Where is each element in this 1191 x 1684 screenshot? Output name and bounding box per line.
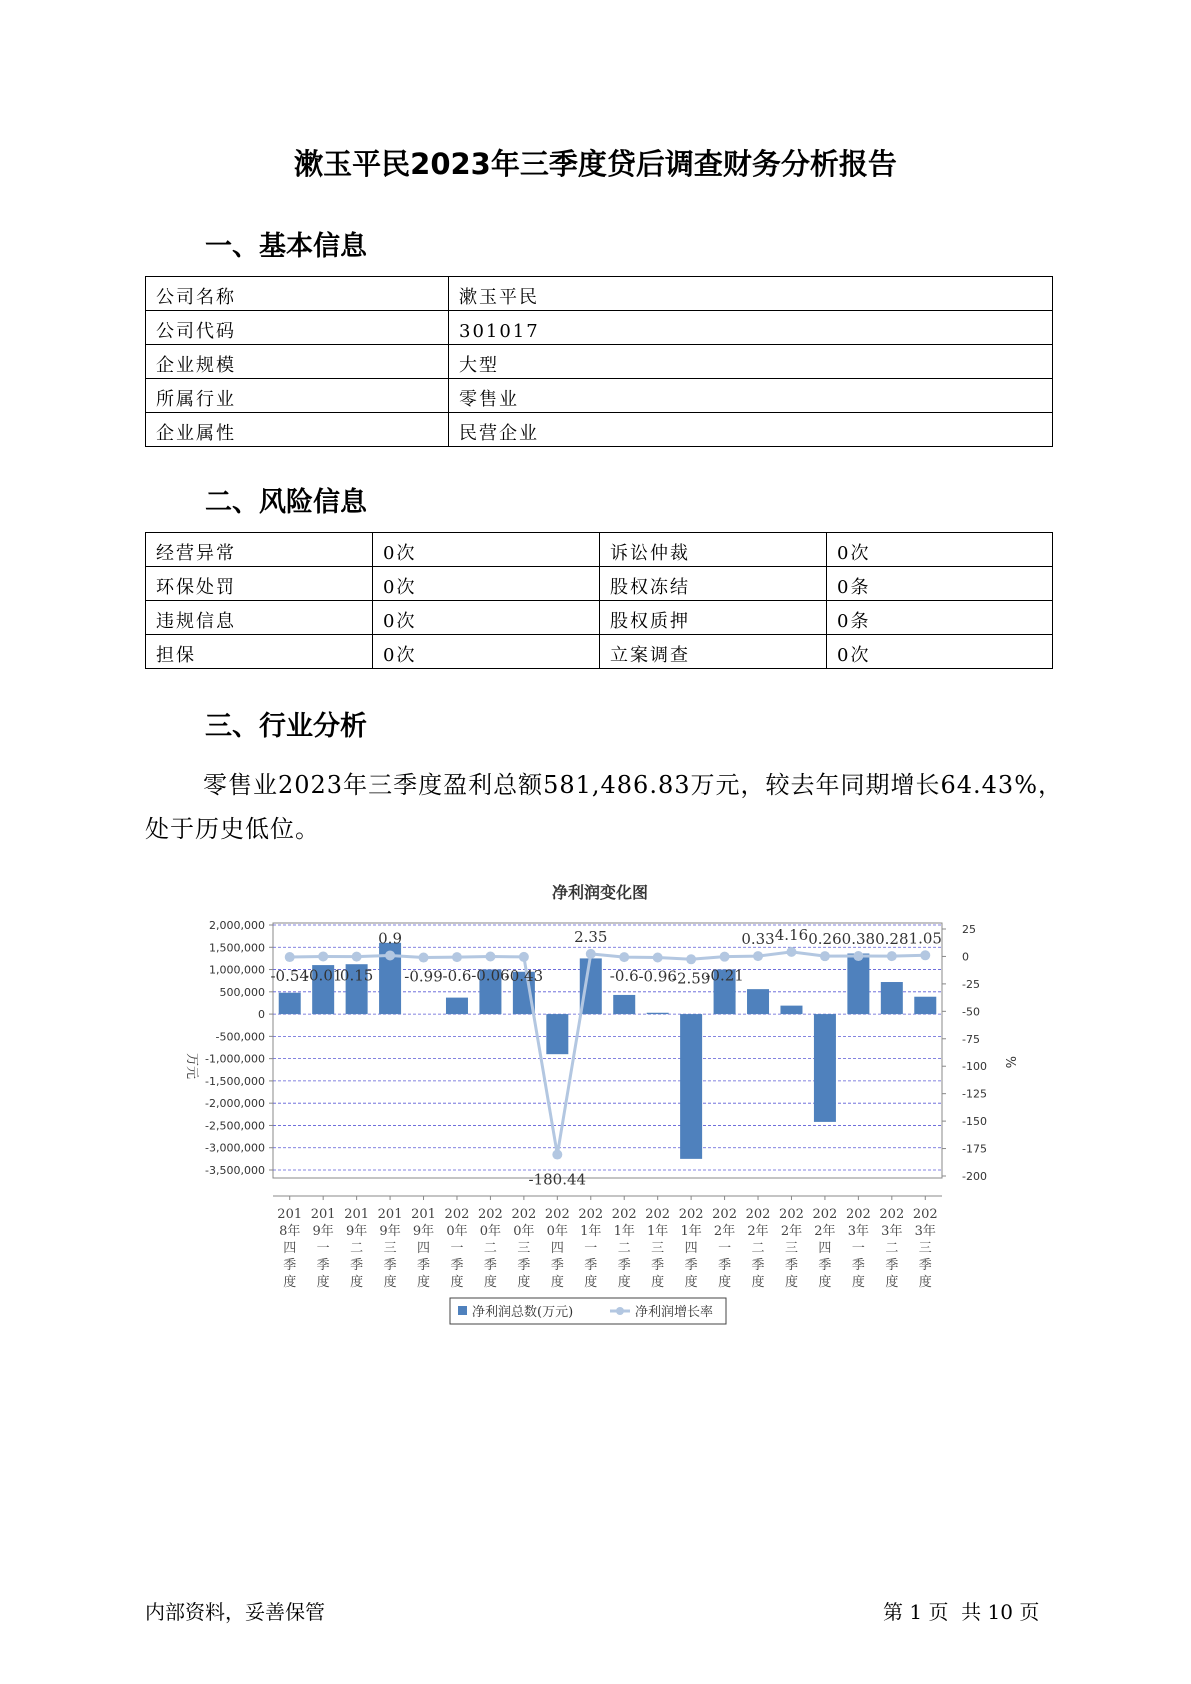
growth-rate-point [586,949,596,959]
x-tick-label: 季 [283,1258,297,1273]
growth-rate-label: 2.35 [574,927,608,946]
x-tick-label: 度 [584,1275,598,1290]
x-tick-label: 季 [483,1258,497,1273]
growth-rate-point [619,952,629,962]
x-tick-label: 季 [885,1258,899,1273]
risk-info-row [146,533,1053,567]
growth-rate-label: -0.99 [404,967,443,986]
x-tick-label: 2年 [780,1224,803,1239]
x-tick-label: 季 [517,1258,531,1273]
risk-info-row [146,567,1053,601]
x-tick-label: 四 [550,1241,564,1256]
x-tick-label: 三 [784,1241,798,1256]
risk-value: 0次 [373,533,600,567]
growth-rate-label: 1.05 [908,929,942,948]
x-tick-label: 2年 [713,1224,736,1239]
risk-info-row [146,635,1053,669]
x-tick-label: 三 [383,1241,397,1256]
legend-line-marker [616,1307,624,1315]
x-tick-label: 四 [283,1241,297,1256]
y-axis-title: 万元 [184,1053,199,1080]
bar [613,995,635,1014]
x-tick-label: 三 [651,1241,665,1256]
x-tick-label: 0年 [446,1224,468,1239]
growth-rate-label: 0.38 [841,930,876,949]
basic-info-value: 民营企业 [449,413,1053,447]
x-tick-label: 度 [718,1275,732,1290]
risk-label: 诉讼仲裁 [600,533,827,567]
risk-label: 立案调查 [600,635,827,669]
section-basic-heading: 一、基本信息 [205,231,367,262]
x-tick-label: 一 [851,1241,865,1256]
x-tick-label: 度 [885,1275,899,1290]
x-tick-label: 度 [918,1275,932,1290]
growth-rate-label: 0.33 [741,930,775,949]
basic-info-row [146,345,1053,379]
chart-title: 净利润变化图 [551,883,649,902]
x-tick-label: 季 [718,1258,732,1273]
x-tick-label: 0年 [546,1224,568,1239]
bar [847,954,869,1015]
x-tick-label: 2年 [747,1224,769,1239]
x-tick-label: 季 [851,1258,865,1273]
x-tick-label: 季 [918,1258,932,1273]
y-tick-label: -3,000,000 [205,1141,265,1155]
x-tick-label: 202 [544,1207,570,1222]
growth-rate-label: 0.15 [339,966,374,985]
x-tick-label: 3年 [847,1224,870,1239]
risk-label: 经营异常 [146,533,373,567]
growth-rate-label: -0.6 [609,967,639,986]
x-tick-label: 202 [645,1207,671,1222]
growth-rate-label: -2.59 [671,969,711,988]
growth-rate-point [552,1150,562,1160]
x-tick-label: 季 [584,1258,598,1273]
x-tick-label: 3年 [914,1224,936,1239]
x-tick-label: 季 [450,1258,464,1273]
industry-analysis-text: 零售业2023年三季度盈利总额581,486.83万元，较去年同期增长64.43%，处于历史低位。 [145,771,1064,843]
legend-line-label: 净利润增长率 [635,1305,714,1320]
basic-info-value: 301017 [449,311,1053,345]
x-tick-label: 二 [617,1241,631,1256]
bar [814,1014,836,1122]
footer-confidential: 内部资料，妥善保管 [145,1600,325,1624]
y2-tick-label: -175 [962,1142,987,1156]
growth-rate-point [653,952,663,962]
growth-rate-label: 0.9 [378,929,403,948]
x-tick-label: 二 [751,1241,765,1256]
x-tick-label: 度 [483,1275,497,1290]
basic-info-value: 漱玉平民 [449,277,1053,311]
y2-tick-label: -50 [962,1005,980,1019]
x-tick-label: 度 [350,1275,364,1290]
x-tick-label: 201 [411,1207,436,1222]
x-tick-label: 季 [617,1258,631,1273]
legend-bar-swatch [458,1306,467,1315]
bar [914,997,936,1014]
x-tick-label: 一 [450,1241,464,1256]
report-title: 漱玉平民2023年三季度贷后调查财务分析报告 [294,147,897,181]
risk-value: 0次 [373,635,600,669]
x-tick-label: 201 [377,1207,403,1222]
growth-rate-label: -0.6 [442,967,472,986]
y2-axis-title: % [1002,1056,1017,1069]
y-tick-label: -1,500,000 [205,1074,265,1088]
x-tick-label: 三 [918,1241,932,1256]
risk-label: 违规信息 [146,601,373,635]
x-tick-label: 季 [417,1258,431,1273]
basic-info-row [146,379,1053,413]
x-tick-label: 9年 [412,1224,435,1239]
growth-rate-point [887,951,897,961]
x-tick-label: 二 [350,1241,364,1256]
x-tick-label: 度 [851,1275,865,1290]
basic-info-label: 企业规模 [146,345,449,379]
growth-rate-point [419,953,429,963]
section-industry-heading: 三、行业分析 [205,711,367,742]
risk-info-table [145,532,1053,669]
risk-value: 0次 [373,567,600,601]
x-tick-label: 9年 [379,1224,401,1239]
x-tick-label: 202 [444,1207,470,1222]
x-tick-label: 二 [885,1241,899,1256]
basic-info-row [146,277,1053,311]
growth-rate-label: -0.01 [303,966,343,985]
x-tick-label: 度 [684,1275,698,1290]
growth-rate-label: 0.26 [808,930,842,949]
basic-info-label: 公司名称 [146,277,449,311]
x-tick-label: 9年 [312,1224,334,1239]
x-tick-label: 季 [784,1258,798,1273]
x-tick-label: 季 [550,1258,564,1273]
growth-rate-label: -0.21 [705,966,744,985]
net-profit-chart [180,878,1020,1338]
bar [747,989,769,1014]
x-tick-label: 度 [450,1275,464,1290]
x-tick-label: 202 [812,1207,838,1222]
growth-rate-label: -0.54 [270,967,309,986]
x-tick-label: 201 [277,1207,303,1222]
x-tick-label: 季 [316,1258,330,1273]
growth-rate-point [452,952,462,962]
bar [446,998,468,1014]
y-tick-label: 0 [258,1008,265,1022]
x-tick-label: 1年 [680,1224,702,1239]
bar [279,993,301,1014]
x-tick-label: 1年 [647,1224,669,1239]
footer-page-number: 第 1 页 共 10 页 [883,1600,1040,1624]
y-tick-label: 1,000,000 [209,963,265,977]
x-tick-label: 202 [511,1207,537,1222]
x-tick-label: 季 [651,1258,665,1273]
risk-label: 环保处罚 [146,567,373,601]
y-tick-label: 1,500,000 [209,941,265,955]
bar [647,1013,669,1014]
x-tick-label: 季 [818,1258,832,1273]
x-tick-label: 度 [651,1275,665,1290]
x-tick-label: 四 [818,1241,832,1256]
x-tick-label: 度 [417,1275,431,1290]
risk-label: 股权质押 [600,601,827,635]
x-tick-label: 202 [745,1207,771,1222]
x-tick-label: 度 [383,1275,397,1290]
x-tick-label: 8年 [279,1224,301,1239]
growth-rate-point [318,951,328,961]
x-tick-label: 2年 [814,1224,836,1239]
growth-rate-label: -0.43 [504,966,544,985]
x-tick-label: 季 [684,1258,698,1273]
risk-value: 0条 [827,601,1053,635]
y2-tick-label: 25 [962,923,976,936]
x-tick-label: 202 [678,1207,704,1222]
x-tick-label: 度 [784,1275,798,1290]
y-tick-label: 2,000,000 [209,919,265,932]
basic-info-table [145,276,1053,447]
y-tick-label: -1,000,000 [205,1052,265,1066]
growth-rate-point [786,947,796,957]
x-tick-label: 201 [310,1207,336,1222]
x-tick-label: 度 [316,1275,330,1290]
bar [881,982,903,1014]
risk-label: 担保 [146,635,373,669]
x-tick-label: 0年 [513,1224,535,1239]
x-tick-label: 度 [751,1275,765,1290]
x-tick-label: 202 [578,1207,604,1222]
basic-info-row [146,311,1053,345]
x-tick-label: 202 [611,1207,637,1222]
y2-tick-label: -125 [962,1087,987,1101]
x-tick-label: 3年 [881,1224,903,1239]
y-tick-label: -3,500,000 [205,1164,265,1177]
growth-rate-point [352,952,362,962]
risk-info-row [146,601,1053,635]
x-tick-label: 度 [517,1275,531,1290]
growth-rate-label: -180.44 [528,1170,587,1189]
y-tick-label: -500,000 [215,1030,265,1044]
x-tick-label: 一 [316,1241,330,1256]
plot-area [273,923,942,1178]
x-tick-label: 一 [718,1241,732,1256]
x-tick-label: 三 [517,1241,531,1256]
y2-tick-label: -150 [962,1115,987,1129]
x-tick-label: 9年 [345,1224,368,1239]
basic-info-row [146,413,1053,447]
growth-rate-label: 4.16 [774,925,809,944]
y-tick-label: 500,000 [219,985,265,999]
x-tick-label: 二 [483,1241,497,1256]
y-tick-label: -2,500,000 [205,1119,265,1133]
section-risk-heading: 二、风险信息 [205,487,367,518]
risk-value: 0次 [827,533,1053,567]
growth-rate-point [753,951,763,961]
risk-label: 股权冻结 [600,567,827,601]
y2-tick-label: -25 [962,977,980,991]
bar [780,1006,802,1014]
x-tick-label: 一 [584,1241,598,1256]
x-tick-label: 季 [350,1258,364,1273]
x-tick-label: 201 [344,1207,370,1222]
growth-rate-label: -0.96 [638,967,677,986]
x-tick-label: 202 [912,1207,938,1222]
x-tick-label: 202 [478,1207,503,1222]
x-tick-label: 202 [779,1207,804,1222]
x-tick-label: 0年 [479,1224,502,1239]
growth-rate-point [285,952,295,962]
growth-rate-label: 0.28 [875,930,909,949]
x-tick-label: 四 [417,1241,431,1256]
x-tick-label: 度 [550,1275,564,1290]
basic-info-value: 大型 [449,345,1053,379]
risk-value: 0条 [827,567,1053,601]
x-tick-label: 1年 [613,1224,635,1239]
y2-tick-label: -200 [962,1170,987,1183]
risk-value: 0次 [827,635,1053,669]
x-tick-label: 季 [383,1258,397,1273]
y2-tick-label: 0 [962,950,969,964]
legend-bar-label: 净利润总数(万元) [472,1305,574,1320]
x-tick-label: 202 [712,1207,737,1222]
growth-rate-point [485,952,495,962]
risk-value: 0次 [373,601,600,635]
y2-tick-label: -75 [962,1032,980,1046]
x-tick-label: 202 [879,1207,905,1222]
growth-rate-point [920,950,930,960]
growth-rate-point [720,952,730,962]
x-tick-label: 四 [684,1241,698,1256]
x-tick-label: 度 [283,1275,297,1290]
x-tick-label: 季 [751,1258,765,1273]
y2-tick-label: -100 [962,1060,987,1074]
bar [546,1014,568,1054]
growth-rate-point [385,950,395,960]
basic-info-label: 公司代码 [146,311,449,345]
y-tick-label: -2,000,000 [205,1097,265,1111]
bar [680,1014,702,1159]
x-tick-label: 度 [818,1275,832,1290]
growth-rate-point [686,954,696,964]
growth-rate-point [853,951,863,961]
growth-rate-point [820,951,830,961]
x-tick-label: 202 [845,1207,871,1222]
basic-info-value: 零售业 [449,379,1053,413]
growth-rate-point [519,952,529,962]
basic-info-label: 企业属性 [146,413,449,447]
x-tick-label: 度 [617,1275,631,1290]
basic-info-label: 所属行业 [146,379,449,413]
x-tick-label: 1年 [580,1224,602,1239]
growth-rate-label: -0.06 [471,966,510,985]
